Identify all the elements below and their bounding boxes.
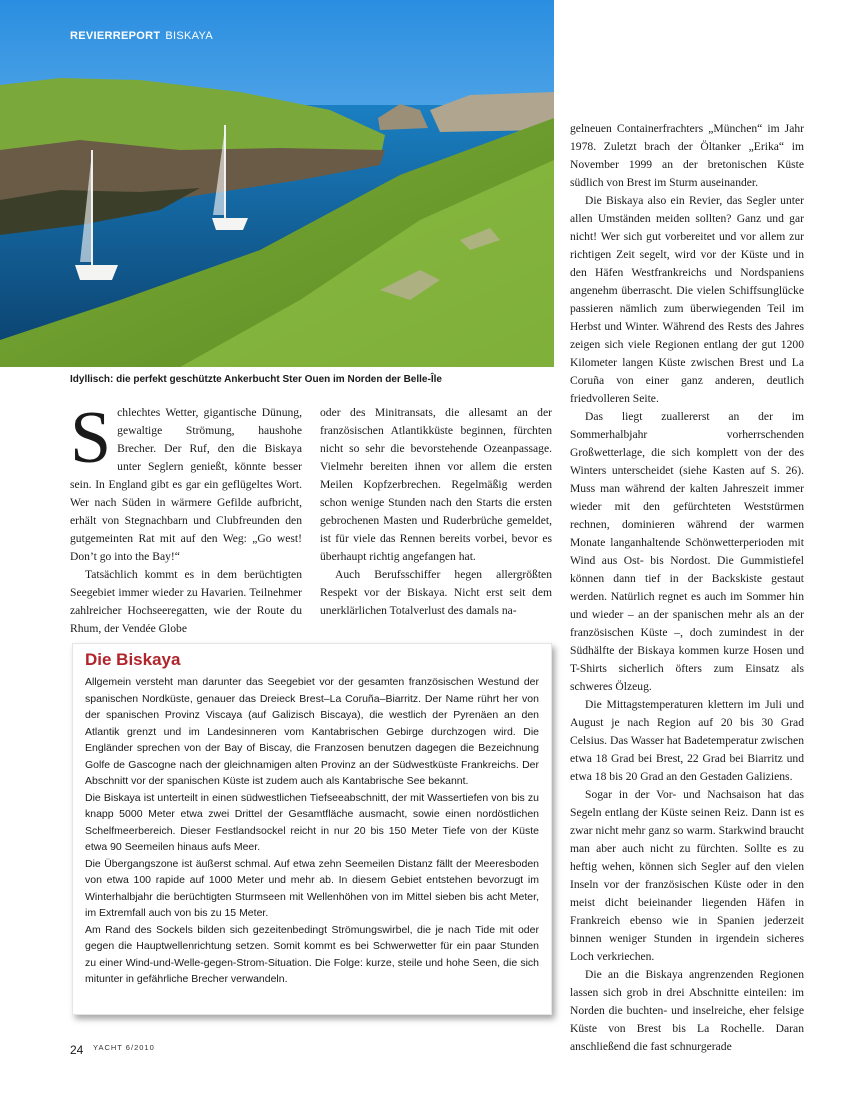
info-box-paragraph: Die Übergangszone ist äußerst schmal. Auf etwa zehn Seemeilen Distanz fällt der Meeresboden von etwa 100 rapide auf 1000 Meter und mehr ab. In diesem Gebiet entstehen bevorzugt im Winterhalbjahr die berüchtigten Sturmseen mit Wellenhöhen von im Mittel sieben bis acht Meter, im Extremfall auch von bis zu 15 Meter. [85,857,539,919]
info-box [72,643,552,1015]
article-paragraph: Sogar in der Vor- und Nachsaison hat das Segeln entlang der Küste seinen Reiz. Dann ist es zwar nicht mehr ganz so warm. Starkwind braucht man aber auch nicht zu fürchten. Sollte es zu heftig wehen, können sich Segler auf den vielen Inseln vor der französischen Küste oder in den meist dicht beieinander liegenden Häfen in Frankreich ebenso wie in Spanien jederzeit binnen weniger Stunden in irgendein sicheres Loch verkriechen. [570,788,804,963]
article-paragraph: Das liegt zuallererst an der im Sommerhalbjahr vorherrschenden Großwetterlage, die sich komplett von der des Winters unterscheidet (siehe Kasten auf S. 26). Muss man während der kalten Jahreszeit immer wieder mit den gefürchteten Weststürmen rechnen, dominieren während der warmen Monate langanhaltende Schönwetterperioden mit Wind aus Ost- bis Nordost. Die Gummistiefel können dann tief in der Backskiste gestaut werden. Natürlich regnet es auch im Sommer hin und wieder – an der spanischen mehr als an der französischen Küste –, doch zumindest in der Südhälfte der Biskaya kommen kurze Hosen und T-Shirts sicherlich öfters zum Einsatz als schweres Ölzeug. [570,410,804,693]
section-name: REVIERREPORT [70,30,161,42]
article-paragraph: oder des Minitransats, die allesamt an der französischen Atlantikküste beginnen, fürchten nicht so sehr die bevorstehende Ozeanpassage. Vielmehr bereiten ihnen vor allem die ersten Meilen Kopfzerbrechen. Regelmäßig werden schon wenige Stunden nach den Starts die ersten gebrochenen Masten und Ruderbrüche gemeldet, ist für viele das Rennen bereits vorbei, bevor es überhaupt richtig angefangen hat. [320,406,552,563]
info-box-title: Die Biskaya [85,650,181,669]
article-column-2 [320,404,552,620]
info-box-body [85,674,539,988]
article-paragraph: gelneuen Containerfrachters „München“ im Jahr 1978. Zuletzt brach der Öltanker „Erika“ im November 1999 an der bretonischen Küste südlich von Brest im Sturm auseinander. [570,122,804,189]
hero-photo [0,0,554,367]
info-box-paragraph: Am Rand des Sockels bilden sich gezeitenbedingt Strömungswirbel, die je nach Tide mit oder gegen die Hauptwellenrichtung setzen. Somit kommt es bei Schwerwetter für ein paar Stunden zu einer Wind-und-Welle-gegen-Strom-Situation. Die Folge: kurze, steile und hohe Seen, die sich mitunter in gefährliche Brecher verwandeln. [85,923,539,985]
article-paragraph: Die Biskaya also ein Revier, das Segler unter allen Umständen meiden sollten? Ganz und gar nicht! Wer sich gut vorbereitet und vor allem zur richtigen Zeit segelt, wird vor der Küste und in den Häfen Westfrankreichs und Nordspaniens angenehm überrascht. Die vielen Schiffsunglücke passieren nämlich zum überwiegenden Teil im Herbst und Winter. Während des Rests des Jahres zeigen sich viele Regionen entlang der gut 1200 Kilometer langen Küste zwischen Brest und La Coruña von einer ganz anderen, deutlich friedvolleren Seite. [570,194,804,405]
page-number: 24 [70,1043,84,1057]
magazine-issue: YACHT 6/2010 [93,1043,155,1052]
article-paragraph: Die Mittagstemperaturen klettern im Juli und August je nach Region auf 20 bis 30 Grad Celsius. Das Wasser hat Badetemperatur zwischen etwa 18 Grad bei Brest, 22 Grad bei Biarritz und etwa 18 bis 20 Grad an den Gestaden Galiziens. [570,698,804,783]
info-box-paragraph: Die Biskaya ist unterteilt in einen südwestlichen Tiefseeabschnitt, der mit Wassertiefen von bis zu knapp 5000 Meter etwa zwei Drittel der Gesamtfläche ausmacht, sowie einen nordöstlichen Schelfmeerbereich. Dieser Festlandsockel reicht in nur 20 bis 150 Meter Tiefe von der Küste etwa 90 Seemeilen hinaus aufs Meer. [85,791,539,853]
article-paragraph: Schlechtes Wetter, gigantische Dünung, gewaltige Strömung, haushohe Brecher. Der Ruf, den die Biskaya unter Seglern genießt, könnte besser sein. In England gibt es gar ein geflügeltes Wort. Wer nach Süden in wärmere Gefilde aufbricht, erhält von Stegnachbarn und Clubfreunden den gutgemeinten Rat mit auf den Weg: „Go west! Don’t go into the Bay!“ [70,397,302,563]
article-column-3 [570,120,804,1056]
drop-cap: S [70,397,112,479]
bay-illustration [0,0,554,367]
article-paragraph: Die an die Biskaya angrenzenden Regionen lassen sich grob in drei Abschnitte einteilen: im Norden die buchten- und inselreiche, eher felsige Küste von Brest bis La Rochelle. Daran anschließend die fast schnurgerade [570,968,804,1053]
section-subname: BISKAYA [165,30,213,42]
article-paragraph: Tatsächlich kommt es in dem berüchtigten Seegebiet immer wieder zu Havarien. Teilnehmer zahlreicher Hochseeregatten, wie der Route du Rhum, der Vendée Globe [70,568,302,635]
photo-caption: Idyllisch: die perfekt geschützte Ankerbucht Ster Ouen im Norden der Belle-Île [70,374,442,385]
article-column-1 [70,397,302,638]
article-paragraph: Auch Berufsschiffer hegen allergrößten Respekt vor der Biskaya. Nicht erst seit dem unerklärlichen Totalverlust des damals na- [320,568,552,617]
info-box-paragraph: Allgemein versteht man darunter das Seegebiet vor der gesamten französischen Westund der spanischen Nordküste, genauer das Dreieck Brest–La Coruña–Biarritz. Der Name rührt her von der spanischen Provinz Viscaya (auf Galizisch Biscaya), die westlich der Pyrenäen an den Atlantik grenzt und im Landesinneren vom Kantabrischen Gebirge durchzogen wird. Die Engländer sprechen von der Bay of Biscay, die Franzosen benutzen dagegen die Bezeichnung Golfe de Gascogne nach der gleichnamigen alten Provinz an der Südwestküste Frankreichs. Der Abschnitt vor der spanischen Küste ist zudem auch als Kantabrische See bekannt. [85,676,539,787]
section-label [70,30,213,42]
